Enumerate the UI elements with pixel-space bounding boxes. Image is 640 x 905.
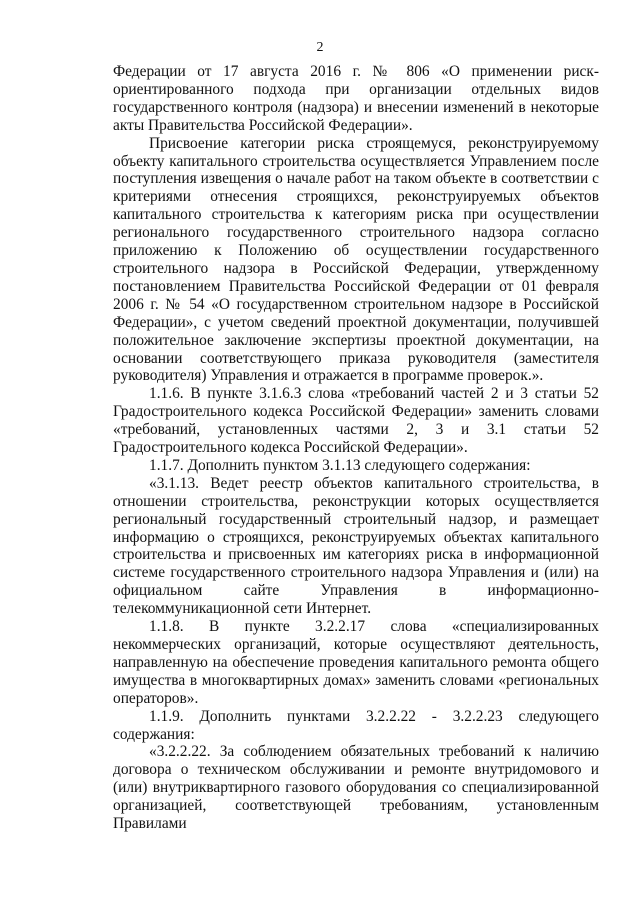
paragraph-resolution-reference: Федерации от 17 августа 2016 г. № 806 «О применении риск-ориентированного подхода при организации отдельных видов государственного контроля (надзора) и внесении изменений в некоторые акты Правительства Российской Федерации». — [113, 63, 599, 134]
paragraph-1-1-7: 1.1.7. Дополнить пунктом 3.1.13 следующего содержания: — [149, 456, 531, 474]
paragraph-1-1-9: 1.1.9. Дополнить пунктами 3.2.2.22 - 3.2.2.23 следующего содержания: — [113, 707, 599, 743]
page-number: 2 — [316, 40, 324, 55]
paragraph-risk-category: Присвоение категории риска строящемуся, реконструируемому объекту капитального строительства осуществляется Управлением после поступления извещения о начале работ на таком объекте в соответствии с критериями отнесения строящихся, реконструируемых объектов капитального строительства к категориям риска при осуществлении регионального государственного строительного надзора согласно приложению к Положению об осуществлении государственного строительного надзора в Российской Федерации, утвержденному постановлением Правительства Российской Федерации от 01 февраля 2006 г. № 54 «О государственном строительном надзоре в Российской Федерации», с учетом сведений проектной документации, получившей положительное заключение экспертизы проектной документации, на основании соответствующего приказа руководителя (заместителя руководителя) Управления и отражается в программе проверок.». — [113, 134, 599, 385]
paragraph-1-1-6: 1.1.6. В пункте 3.1.6.3 слова «требований частей 2 и 3 статьи 52 Градостроительного кодекса Российской Федерации» заменить словами «требований, установленных частями 2, 3 и 3.1 статьи 52 Градостроительного кодекса Российской Федерации». — [113, 385, 599, 457]
paragraph-1-1-8: 1.1.8. В пункте 3.2.2.17 слова «специализированных некоммерческих организаций, которые осуществляют деятельность, направленную на обеспечение проведения капитального ремонта общего имущества в многоквартирных домах» заменить словами «региональных операторов». — [113, 618, 599, 707]
document-body — [113, 63, 599, 833]
paragraph-3-1-13: «3.1.13. Ведет реестр объектов капитального строительства, в отношении строительства, реконструкции которых осуществляется региональный государственный строительный надзор, и размещает информацию о строящихся, реконструируемых объектах капитального строительства и присвоенных им категориях риска в информационной системе государственного строительного надзора Управления и (или) на официальном сайте Управления в информационно-телекоммуникационной сети Интернет. — [113, 474, 599, 618]
paragraph-3-2-2-22: «3.2.2.22. За соблюдением обязательных требований к наличию договора о техническом обслуживании и ремонте внутридомового и (или) внутриквартирного газового оборудования со специализированной организацией, соответствующей требованиям, установленным Правилами — [113, 743, 599, 833]
